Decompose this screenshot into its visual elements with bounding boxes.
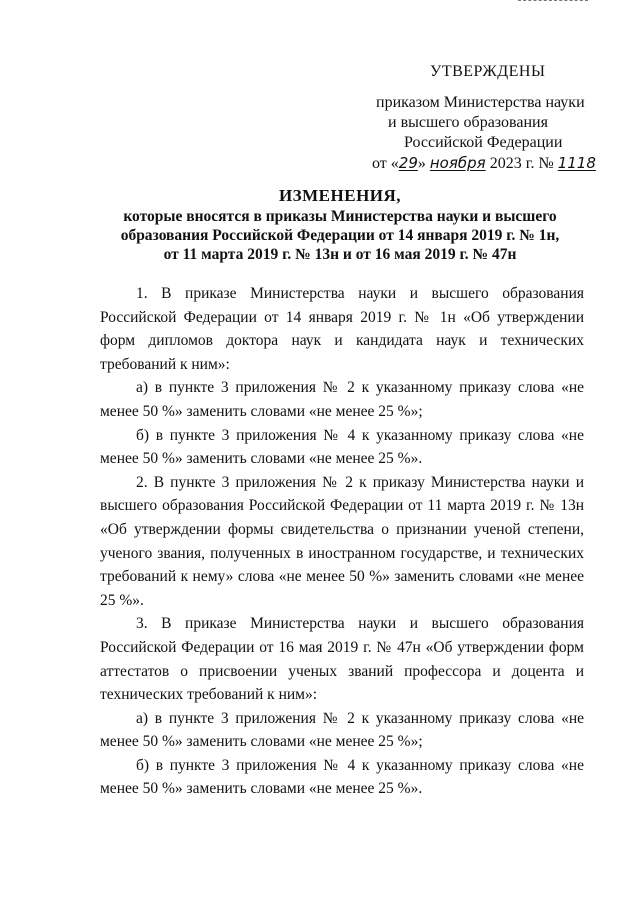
paragraph-3a: а) в пункте 3 приложения № 2 к указанному приказу слова «не менее 50 %» заменить словами «не менее 25 %»; xyxy=(100,709,584,751)
heading-line-2: образования Российской Федерации от 14 января 2019 г. № 1н, xyxy=(120,227,560,244)
date-year: 2023 г. № xyxy=(485,155,558,172)
scan-edge-mark xyxy=(518,0,588,3)
paragraph-1a: а) в пункте 3 приложения № 2 к указанному приказу слова «не менее 50 %» заменить словами «не менее 25 %»; xyxy=(100,379,584,420)
heading-line-3: от 11 марта 2019 г. № 13н и от 16 мая 2019 г. № 47н xyxy=(163,246,517,263)
approval-line-3: Российской Федерации xyxy=(404,134,563,151)
paragraph-3b: б) в пункте 3 приложения № 4 к указанному приказу слова «не менее 50 %» заменить словами «не менее 25 %». xyxy=(100,756,584,798)
document-heading xyxy=(100,186,580,264)
paragraph-1: 1. В приказе Министерства науки и высшего образования Российской Федерации от 14 января 2019 г. № 1н «Об утверждении форм дипломов доктора наук и кандидата наук и технических требований к ним»: xyxy=(100,285,584,373)
handwritten-order-number: 1118 xyxy=(557,154,596,172)
approval-date-line xyxy=(372,153,600,174)
date-prefix: от « xyxy=(372,155,399,172)
paragraph-1b: б) в пункте 3 приложения № 4 к указанному приказу слова «не менее 50 %» заменить словами «не менее 25 %». xyxy=(100,426,584,468)
document-body xyxy=(100,282,584,801)
paragraph-3: 3. В приказе Министерства науки и высшего образования Российской Федерации от 16 мая 2019 г. № 47н «Об утверждении форм аттестатов о присвоении ученых званий профессора и доцента и технических требований к ним»: xyxy=(100,615,584,704)
handwritten-day: 29 xyxy=(398,154,418,172)
heading-title: ИЗМЕНЕНИЯ, xyxy=(278,186,402,205)
approval-block xyxy=(360,62,600,174)
date-mid: » xyxy=(417,155,430,172)
approval-line-1: приказом Министерства науки xyxy=(376,94,585,111)
handwritten-month: ноября xyxy=(429,154,486,172)
heading-line-1: которые вносятся в приказы Министерства науки и высшего xyxy=(123,208,557,225)
approval-line-2: и высшего образования xyxy=(388,114,548,131)
paragraph-2: 2. В пункте 3 приложения № 2 к приказу Министерства науки и высшего образования Российской Федерации от 11 марта 2019 г. № 13н «Об утверждении формы свидетельства о признании ученой степени, ученого звания, полученных в иностранном государстве, и технических требований к нему» слова «не менее 50 %» заменить словами «не менее 25 %». xyxy=(100,473,584,609)
approval-title: УТВЕРЖДЕНЫ xyxy=(430,63,546,80)
